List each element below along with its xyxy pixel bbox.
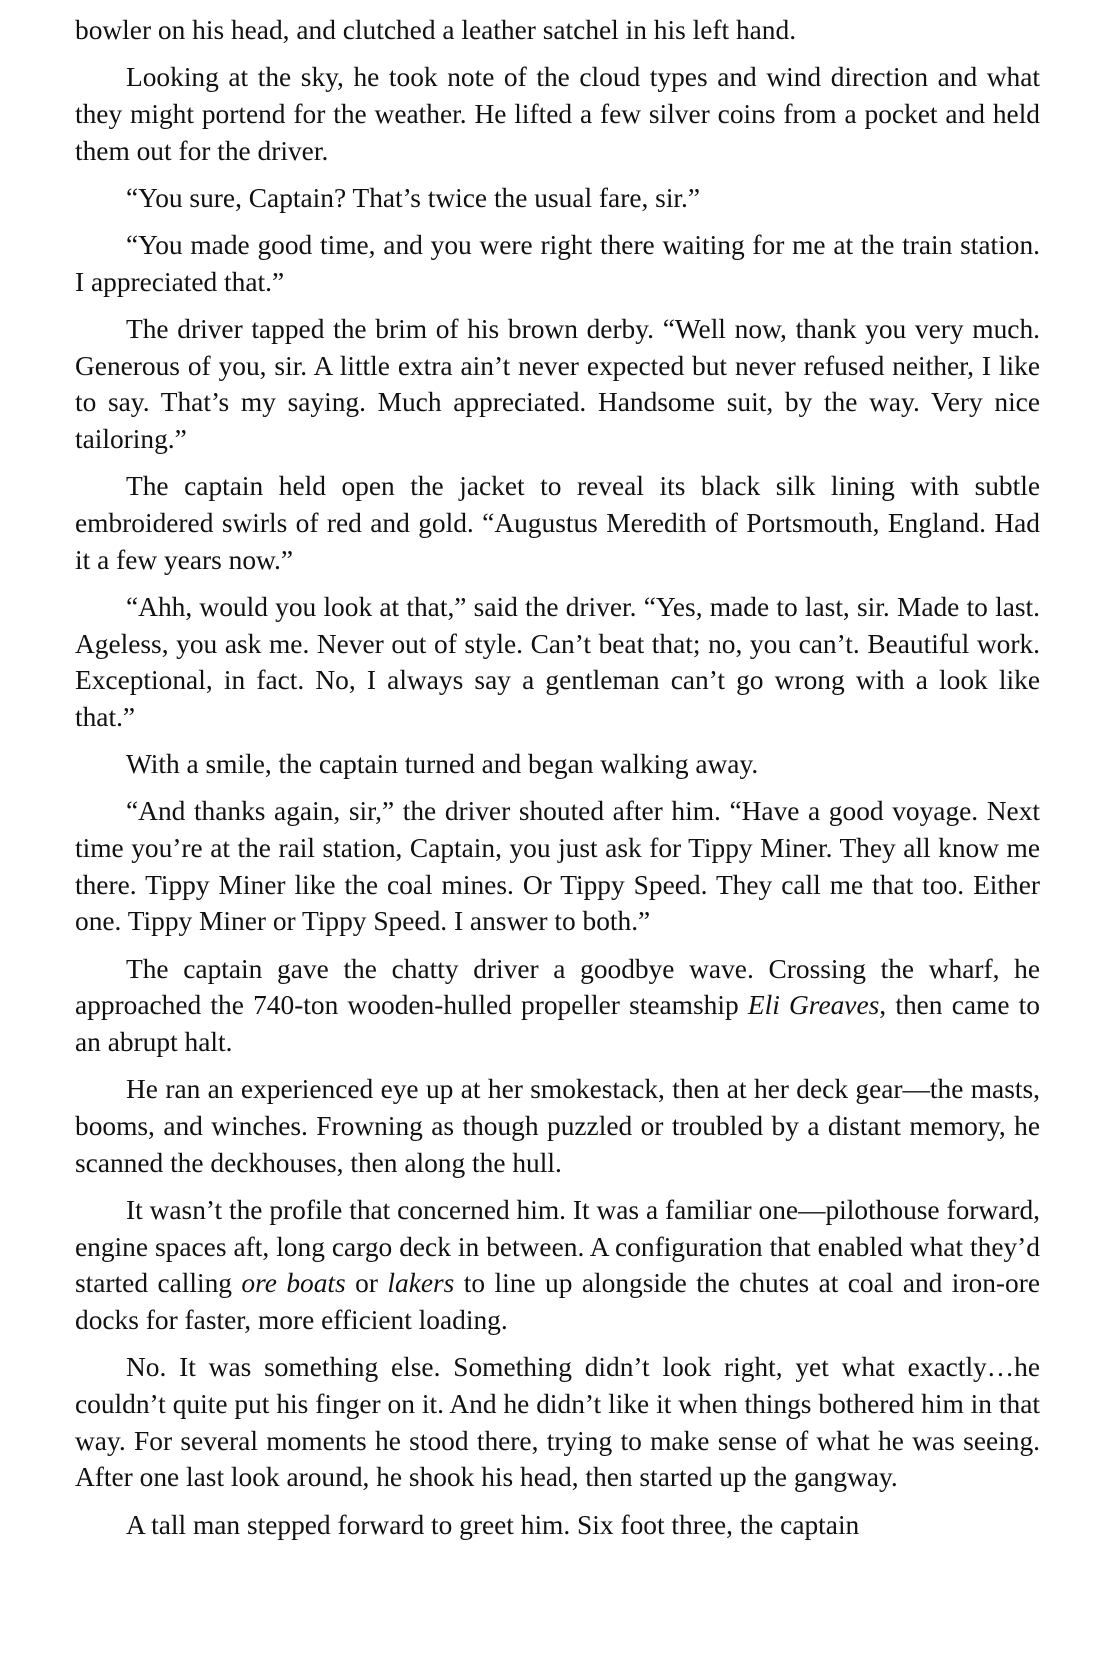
paragraph-text: The captain held open the jacket to reveal its black silk lining with subtle embroidered swirls of red and gold. “Augustus Meredith of Portsmouth, England. Had it a few years now.” xyxy=(75,471,1040,575)
book-page xyxy=(75,12,1040,1543)
italic-text: ore boats xyxy=(241,1268,346,1299)
paragraph-text: He ran an experienced eye up at her smokestack, then at her deck gear—the masts, booms, and winches. Frowning as though puzzled or troubled by a distant memory, he scanned the deckhouses, then along the hull. xyxy=(75,1074,1040,1178)
paragraph xyxy=(75,180,1040,217)
paragraph xyxy=(75,1507,1040,1544)
paragraph-text: , then came to an abrupt halt. xyxy=(75,990,1040,1058)
paragraph-text: With a smile, the captain turned and began walking away. xyxy=(126,749,759,780)
paragraph xyxy=(75,59,1040,169)
paragraph-text: or xyxy=(345,1268,388,1299)
paragraph xyxy=(75,311,1040,458)
paragraph xyxy=(75,1192,1040,1339)
paragraph-text: The driver tapped the brim of his brown derby. “Well now, thank you very much. Generous of you, sir. A little extra ain’t never expected but never refused neither, I like to say. That’s my saying. Much appreciated. Handsome suit, by the way. Very nice tailoring.” xyxy=(75,313,1040,455)
paragraph-text: bowler on his head, and clutched a leather satchel in his left hand. xyxy=(75,15,797,45)
paragraph xyxy=(75,746,1040,783)
paragraph-text: It wasn’t the profile that concerned him. It was a familiar one—pilothouse forward, engine spaces aft, long cargo deck in between. A configuration that enabled what they’d started calling xyxy=(75,1194,1040,1299)
paragraph xyxy=(75,468,1040,578)
italic-text: Eli Greaves xyxy=(747,990,880,1021)
paragraph xyxy=(75,227,1040,300)
paragraph-text: “And thanks again, sir,” the driver shouted after him. “Have a good voyage. Next time you’re at the rail station, Captain, you just ask for Tippy Miner. They all know me there. Tippy Miner like the coal mines. Or Tippy Speed. They call me that too. Either one. Tippy Miner or Tippy Speed. I answer to both.” xyxy=(75,796,1040,937)
paragraph-text: Looking at the sky, he took note of the cloud types and wind direction and what they might portend for the weather. He lifted a few silver coins from a pocket and held them out for the driver. xyxy=(75,62,1040,166)
paragraph xyxy=(75,793,1040,940)
paragraph-text: “You sure, Captain? That’s twice the usual fare, sir.” xyxy=(126,182,701,213)
paragraph-text: No. It was something else. Something didn’t look right, yet what exactly…he couldn’t quite put his finger on it. And he didn’t like it when things bothered him in that way. For several moments he stood there, trying to make sense of what he was seeing. After one last look around, he shook his head, then started up the gangway. xyxy=(75,1352,1040,1493)
paragraph xyxy=(75,589,1040,736)
paragraph-text: A tall man stepped forward to greet him. Six foot three, the captain xyxy=(126,1509,860,1540)
paragraph xyxy=(75,12,1040,49)
paragraph-text: “Ahh, would you look at that,” said the driver. “Yes, made to last, sir. Made to last. Ageless, you ask me. Never out of style. Can’t beat that; no, you can’t. Beautiful work. Exceptional, in fact. No, I always say a gentleman can’t go wrong with a look like that.” xyxy=(75,591,1040,732)
paragraph-text: to line up alongside the chutes at coal and iron-ore docks for faster, more efficient loading. xyxy=(75,1268,1041,1335)
paragraph xyxy=(75,1349,1040,1496)
paragraph-text: “You made good time, and you were right there waiting for me at the train station. I appreciated that.” xyxy=(75,230,1040,297)
paragraph xyxy=(75,951,1040,1061)
paragraph xyxy=(75,1071,1040,1181)
paragraph-text: The captain gave the chatty driver a goodbye wave. Crossing the wharf, he approached the 740-ton wooden-hulled propeller steamship xyxy=(75,953,1040,1021)
italic-text: lakers xyxy=(387,1268,455,1299)
